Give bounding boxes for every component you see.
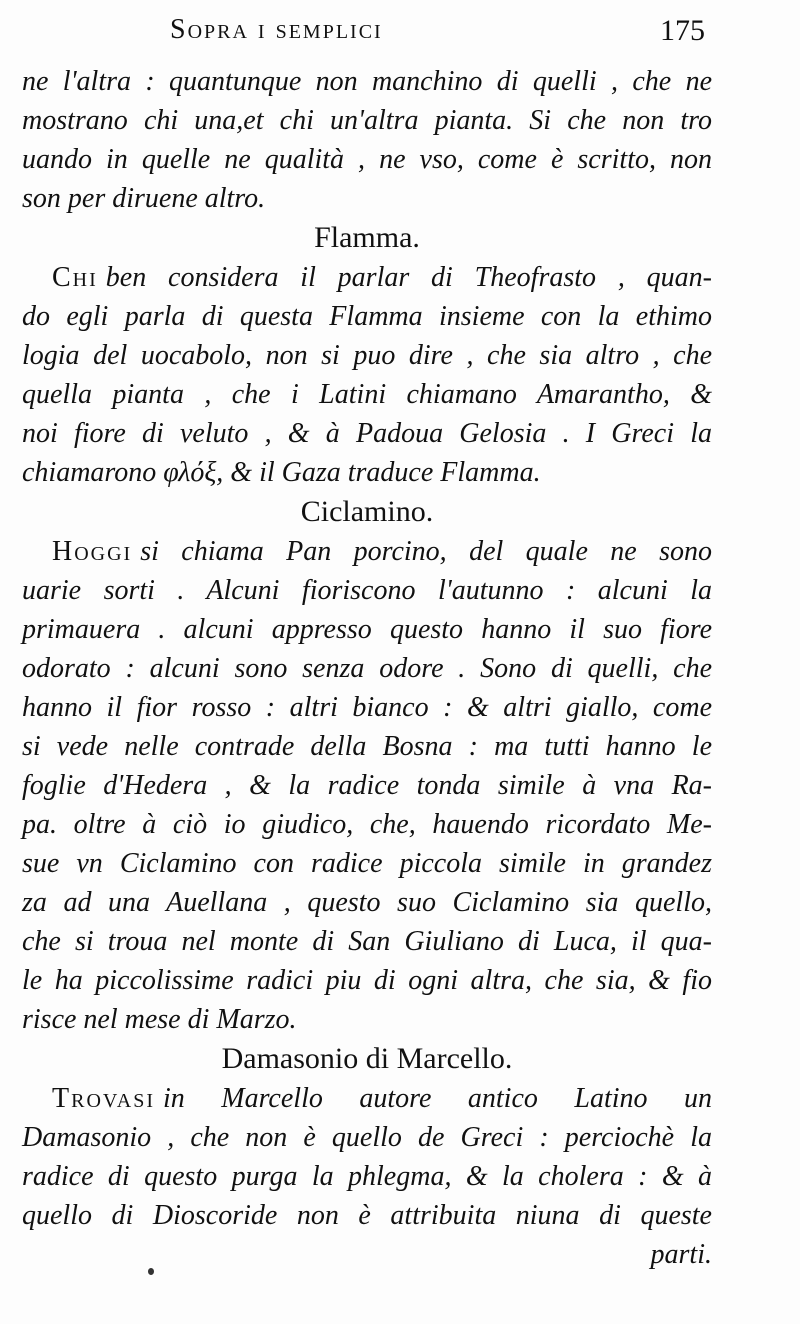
text-line: uando in quelle ne qualità , ne vso, come è scritto, non — [22, 144, 712, 175]
text-block — [22, 62, 712, 1274]
text-line: noi fiore di veluto , & à Padoua Gelosia . I Greci la — [22, 418, 712, 449]
text-line: radice di questo purga la phlegma, & la cholera : & à — [22, 1161, 712, 1192]
text-line: ne l'altra : quantunque non manchino di quelli , che ne — [22, 66, 712, 97]
ink-speck — [148, 1268, 154, 1275]
text-line-content: ben considera il parlar di Theofrasto , quan- — [105, 262, 712, 293]
section-heading-ciclamino: Ciclamino. — [300, 495, 434, 528]
section-initial: Trovasi — [52, 1083, 155, 1114]
text-line: pa. oltre à ciò io giudico, che, hauendo ricordato Me- — [22, 809, 712, 840]
text-line: foglie d'Hedera , & la radice tonda simile à vna Ra- — [22, 770, 712, 801]
text-line: quella pianta , che i Latini chiamano Amarantho, & — [22, 379, 712, 410]
text-line: chiamarono φλόξ, & il Gaza traduce Flamma. — [22, 457, 541, 488]
text-line-content: si chiama Pan porcino, del quale ne sono — [140, 536, 712, 567]
text-line: le ha piccolissime radici piu di ogni altra, che sia, & fio — [22, 965, 712, 996]
text-line: uarie sorti . Alcuni fioriscono l'autunno : alcuni la — [22, 575, 712, 606]
text-line: hanno il fior rosso : altri bianco : & altri giallo, come — [22, 692, 712, 723]
section-initial: Chi — [52, 262, 98, 293]
text-line: che si troua nel monte di San Giuliano di Luca, il qua- — [22, 926, 712, 957]
section-heading-flamma: Flamma. — [314, 221, 420, 254]
text-line: primauera . alcuni appresso questo hanno il suo fiore — [22, 614, 712, 645]
section-heading-damasonio: Damasonio di Marcello. — [221, 1042, 513, 1075]
page-number: 175 — [660, 14, 705, 47]
text-line: son per diruene altro. — [22, 183, 266, 214]
running-head — [170, 14, 705, 54]
text-line: odorato : alcuni sono senza odore . Sono di quelli, che — [22, 653, 712, 684]
running-title: Sopra i semplici — [170, 14, 383, 45]
text-line: risce nel mese di Marzo. — [22, 1004, 297, 1035]
text-line-content: in Marcello autore antico Latino un — [162, 1083, 712, 1114]
text-line: sue vn Ciclamino con radice piccola simile in grandez — [22, 848, 712, 879]
text-line — [22, 258, 712, 297]
text-line: mostrano chi una,et chi un'altra pianta. Si che non tro — [22, 105, 712, 136]
text-line: za ad una Auellana , questo suo Ciclamino sia quello, — [22, 887, 712, 918]
text-line — [22, 532, 712, 571]
section-initial: Hoggi — [52, 536, 133, 567]
text-line: logia del uocabolo, non si puo dire , che sia altro , che — [22, 340, 712, 371]
text-line: do egli parla di questa Flamma insieme con la ethimo — [22, 301, 712, 332]
text-line: quello di Dioscoride non è attribuita niuna di queste — [22, 1200, 712, 1231]
text-line: si vede nelle contrade della Bosna : ma tutti hanno le — [22, 731, 712, 762]
text-line — [22, 1079, 712, 1118]
text-line: Damasonio , che non è quello de Greci : perciochè la — [22, 1122, 712, 1153]
text-line: parti. — [650, 1239, 712, 1270]
